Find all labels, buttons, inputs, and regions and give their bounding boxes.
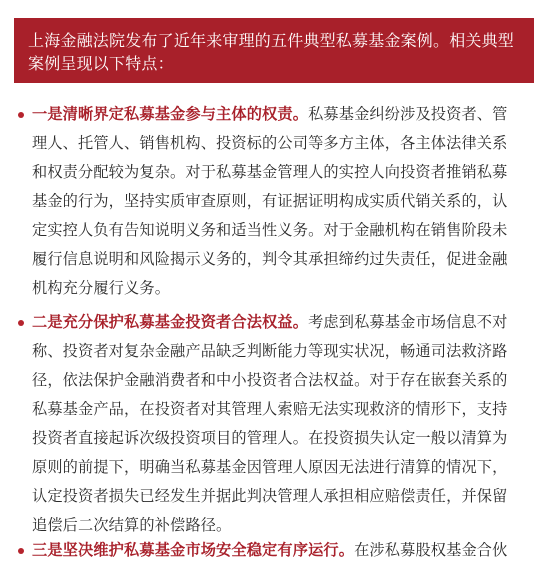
point-two-line: 认定投资者损失已经发生并据此判决管理人承担相应赔偿责任，并保留 — [32, 487, 508, 505]
point-one-line: 定实控人负有告知说明义务和适当性义务。对于金融机构在销售阶段未 — [32, 221, 508, 239]
bullet-dot-icon — [18, 320, 24, 326]
intro-text-line-1: 上海金融法院发布了近年来审理的五件典型私募基金案例。相关典型 — [28, 31, 515, 50]
intro-text-line-2: 案例呈现以下特点： — [28, 54, 174, 73]
point-three-title: 三是坚决维护私募基金市场安全稳定有序运行。 — [32, 541, 355, 559]
bullet-dot-icon — [18, 112, 24, 118]
point-one-body — [32, 100, 542, 303]
point-three-body — [32, 536, 542, 564]
point-one-title: 一是清晰界定私募基金参与主体的权责。 — [32, 105, 309, 123]
point-two-line: 径，依法保护金融消费者和中小投资者合法权益。对于存在嵌套关系的 — [32, 371, 508, 389]
point-two-body — [32, 308, 542, 540]
point-one-line: 机构充分履行义务。 — [32, 279, 171, 297]
point-three-first-line — [32, 536, 542, 564]
bullet-dot-icon — [18, 548, 24, 554]
point-two-line: 投资者直接起诉次级投资项目的管理人。在投资损失认定一般以清算为 — [32, 429, 508, 447]
point-two-line: 私募基金产品，在投资者对其管理人索赔无法实现救济的情形下，支持 — [32, 400, 508, 418]
point-two-first-line-text: 考虑到私募基金市场信息不对 — [308, 313, 508, 331]
point-two-line: 追偿后二次结算的补偿路径。 — [32, 516, 232, 534]
point-two-line: 原则的前提下，明确当私募基金因管理人原因无法进行清算的情况下， — [32, 458, 508, 476]
point-two-first-line — [32, 308, 542, 337]
intro-banner — [14, 18, 534, 83]
point-one-first-line — [32, 100, 542, 129]
point-three-first-line-text: 在涉私募股权基金合伙 — [354, 541, 508, 559]
point-one-line: 履行信息说明和风险揭示义务的，判令其承担缔约过失责任，促进金融 — [32, 250, 508, 268]
point-one-line: 基金的行为，坚持实质审查原则，有证据证明构成实质代销关系的，认 — [32, 192, 508, 210]
point-two-line: 称、投资者对复杂金融产品缺乏判断能力等现实状况，畅通司法救济路 — [32, 342, 508, 360]
point-one-line: 理人、托管人、销售机构、投资标的公司等多方主体，各主体法律关系 — [32, 134, 508, 152]
point-one-first-line-text: 私募基金纠纷涉及投资者、管 — [308, 105, 508, 123]
point-two-title: 二是充分保护私募基金投资者合法权益。 — [32, 313, 309, 331]
point-one-line: 和权责分配较为复杂。对于私募基金管理人的实控人向投资者推销私募 — [32, 163, 508, 181]
